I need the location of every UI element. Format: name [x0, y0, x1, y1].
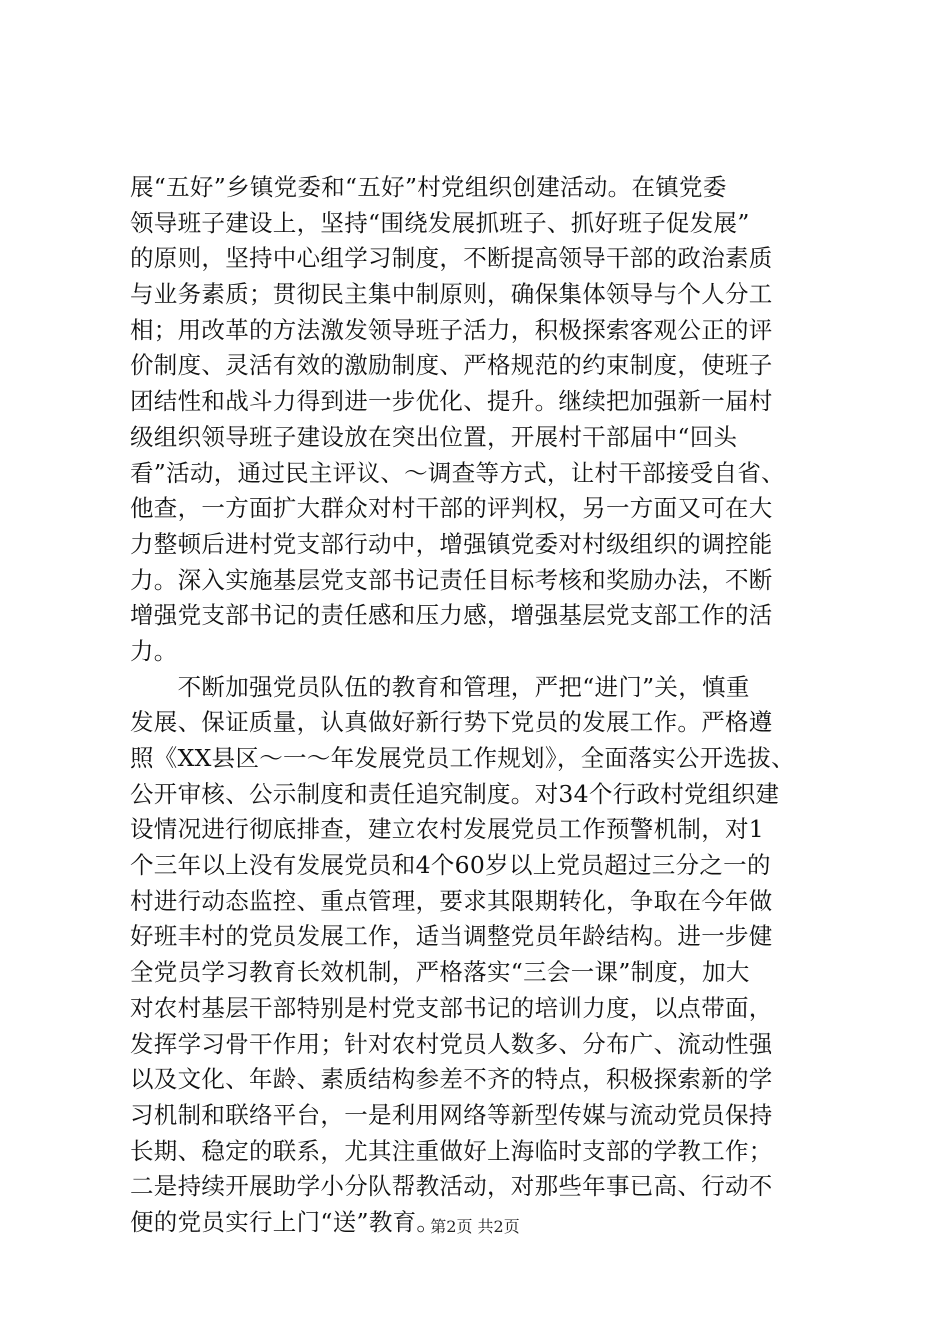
- text-line: 价制度、灵活有效的激励制度、严格规范的约束制度，使班子: [130, 351, 773, 380]
- text-line: 领导班子建设上，坚持“围绕发展抓班子、抓好班子促发展”: [130, 208, 750, 237]
- text-line: 相；用改革的方法激发领导班子活力，积极探索客观公正的评: [130, 315, 773, 344]
- text-line: 力。深入实施基层党支部书记责任目标考核和奖励办法，不断: [130, 565, 773, 594]
- page-number-footer: 第2页 共2页: [430, 1217, 520, 1236]
- text-line: 习机制和联络平台，一是利用网络等新型传媒与流动党员保持: [130, 1100, 773, 1129]
- text-line: 公开审核、公示制度和责任追究制度。对34个行政村党组织建: [130, 779, 780, 808]
- text-line: 个三年以上没有发展党员和4个60岁以上党员超过三分之一的: [130, 851, 771, 880]
- text-line: 二是持续开展助学小分队帮教活动，对那些年事已高、行动不: [130, 1172, 773, 1201]
- text-line: 便的党员实行上门“送”教育。: [130, 1207, 441, 1236]
- text-line: 增强党支部书记的责任感和压力感，增强基层党支部工作的活: [130, 601, 773, 630]
- text-line: 与业务素质；贯彻民主集中制原则，确保集体领导与个人分工: [130, 280, 773, 309]
- body-text: [130, 170, 830, 1241]
- text-line: 全党员学习教育长效机制，严格落实“三会一课”制度，加大: [130, 958, 750, 987]
- text-line: 以及文化、年龄、素质结构参差不齐的特点，积极探索新的学: [130, 1065, 773, 1094]
- text-line: 照《XX县区～一～年发展党员工作规划》，全面落实公开选拔、: [130, 744, 795, 772]
- text-line: 他查，一方面扩大群众对村干部的评判权，另一方面又可在大: [130, 494, 773, 523]
- text-line: 的原则，坚持中心组学习制度，不断提高领导干部的政治素质: [130, 244, 773, 273]
- text-line: 力。: [130, 636, 178, 665]
- text-line: 设情况进行彻底排查，建立农村发展党员工作预警机制，对1: [130, 815, 765, 844]
- text-line: 展“五好”乡镇党委和“五好”村党组织创建活动。在镇党委: [130, 173, 727, 201]
- text-line: 长期、稳定的联系，尤其注重做好上海临时支部的学教工作；: [130, 1136, 773, 1165]
- text-line: 不断加强党员队伍的教育和管理，严把“进门”关，慎重: [130, 672, 750, 701]
- text-line: 村进行动态监控、重点管理，要求其限期转化，争取在今年做: [130, 886, 773, 915]
- text-line: 发展、保证质量，认真做好新行势下党员的发展工作。严格遵: [130, 708, 773, 737]
- text-line: 级组织领导班子建设放在突出位置，开展村干部届中“回头: [130, 422, 738, 451]
- text-line: 团结性和战斗力得到进一步优化、提升。继续把加强新一届村: [130, 387, 773, 416]
- text-line: 对农村基层干部特别是村党支部书记的培训力度，以点带面，: [130, 993, 773, 1022]
- text-line: 发挥学习骨干作用；针对农村党员人数多、分布广、流动性强: [130, 1029, 773, 1058]
- text-line: 好班丰村的党员发展工作，适当调整党员年龄结构。进一步健: [130, 922, 773, 951]
- text-line: 看”活动，通过民主评议、～调查等方式，让村干部接受自省、: [130, 458, 785, 487]
- text-line: 力整顿后进村党支部行动中，增强镇党委对村级组织的调控能: [130, 529, 773, 558]
